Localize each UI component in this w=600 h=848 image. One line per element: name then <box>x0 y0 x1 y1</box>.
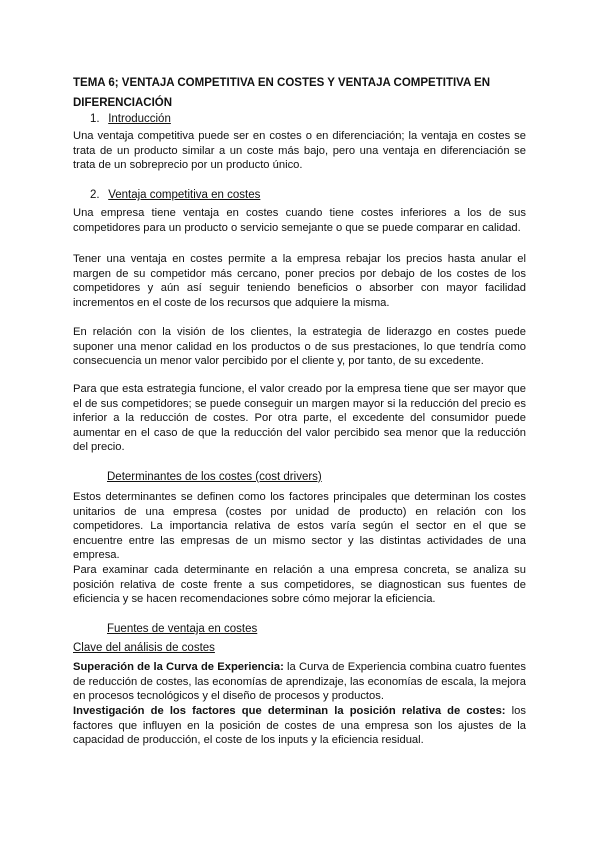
paragraph: Para examinar cada determinante en relación a una empresa concreta, se analiza su posición relativa de coste frente a sus competidores, se diagnostican sus fuentes de eficiencia y se hacen recomendaciones sobre cómo mejorar la eficiencia. <box>73 564 526 606</box>
section-heading-introduction <box>90 112 171 127</box>
list-item <box>73 704 526 748</box>
section-number: 2. <box>90 189 100 201</box>
subsection-subheading-key-analysis: Clave del análisis de costes <box>73 642 215 654</box>
paragraph: Estos determinantes se definen como los factores principales que determinan los costes unitarios de una empresa (costes por unidad de producto) en relación con los competidores. La importancia relativa de estos varía según el sector en el que se encuentre entre las empresas de un mismo sector y las distintas actividades de una empresa. <box>73 491 526 562</box>
paragraph: Una ventaja competitiva puede ser en costes o en diferenciación; la ventaja en costes se trata de un producto similar a un coste más bajo, pero una ventaja en diferenciación se trata de un sobreprecio por un producto único. <box>73 130 526 172</box>
document-title: TEMA 6; VENTAJA COMPETITIVA EN COSTES Y VENTAJA COMPETITIVA EN DIFERENCIACIÓN <box>73 77 491 109</box>
subsection-heading-cost-drivers: Determinantes de los costes (cost drivers) <box>107 471 322 483</box>
paragraph: En relación con la visión de los clientes, la estrategia de liderazgo en costes puede suponer una menor calidad en los productos o de sus prestaciones, lo que tendría como consecuencia un menor valor percibido por el cliente y, por tanto, de su excedente. <box>73 326 526 368</box>
item-description: los factores que influyen en la posición de costes de una empresa son los ajustes de la capacidad de producción, el coste de los inputs y la eficiencia residual. <box>73 705 526 747</box>
item-term: Investigación de los factores que determinan la posición relativa de costes: <box>73 705 506 717</box>
paragraph: Para que esta estrategia funcione, el valor creado por la empresa tiene que ser mayor que el de sus competidores; se puede conseguir un margen mayor si la reducción del precio es inferior a la reducción de costes. Por otra parte, el excedente del consumidor puede aumentar en el caso de que la reducción del valor percibido sea menor que la reducción del precio. <box>73 383 526 454</box>
section-heading-cost-advantage <box>90 188 260 203</box>
subsection-heading-sources: Fuentes de ventaja en costes <box>107 623 258 635</box>
list-item <box>73 660 526 704</box>
paragraph: Tener una ventaja en costes permite a la empresa rebajar los precios hasta anular el margen de su competidor más cercano, poner precios por debajo de los costes de los competidores y aún así seguir teniendo beneficios o absorber con mayor facilidad incrementos en el coste de los recursos que adquiere la misma. <box>73 253 526 309</box>
paragraph: Una empresa tiene ventaja en costes cuando tiene costes inferiores a los de sus competidores para un producto o servicio semejante o que se puede comparar en calidad. <box>73 207 526 234</box>
item-term: Superación de la Curva de Experiencia: <box>73 661 284 673</box>
item-description: la Curva de Experiencia combina cuatro fuentes de reducción de costes, las economías de aprendizaje, las economías de escala, la mejora en procesos tecnológicos y el diseño de procesos y productos. <box>73 661 526 703</box>
section-number: 1. <box>90 113 100 125</box>
section-title: Ventaja competitiva en costes <box>108 189 261 201</box>
section-title: Introducción <box>108 113 171 125</box>
